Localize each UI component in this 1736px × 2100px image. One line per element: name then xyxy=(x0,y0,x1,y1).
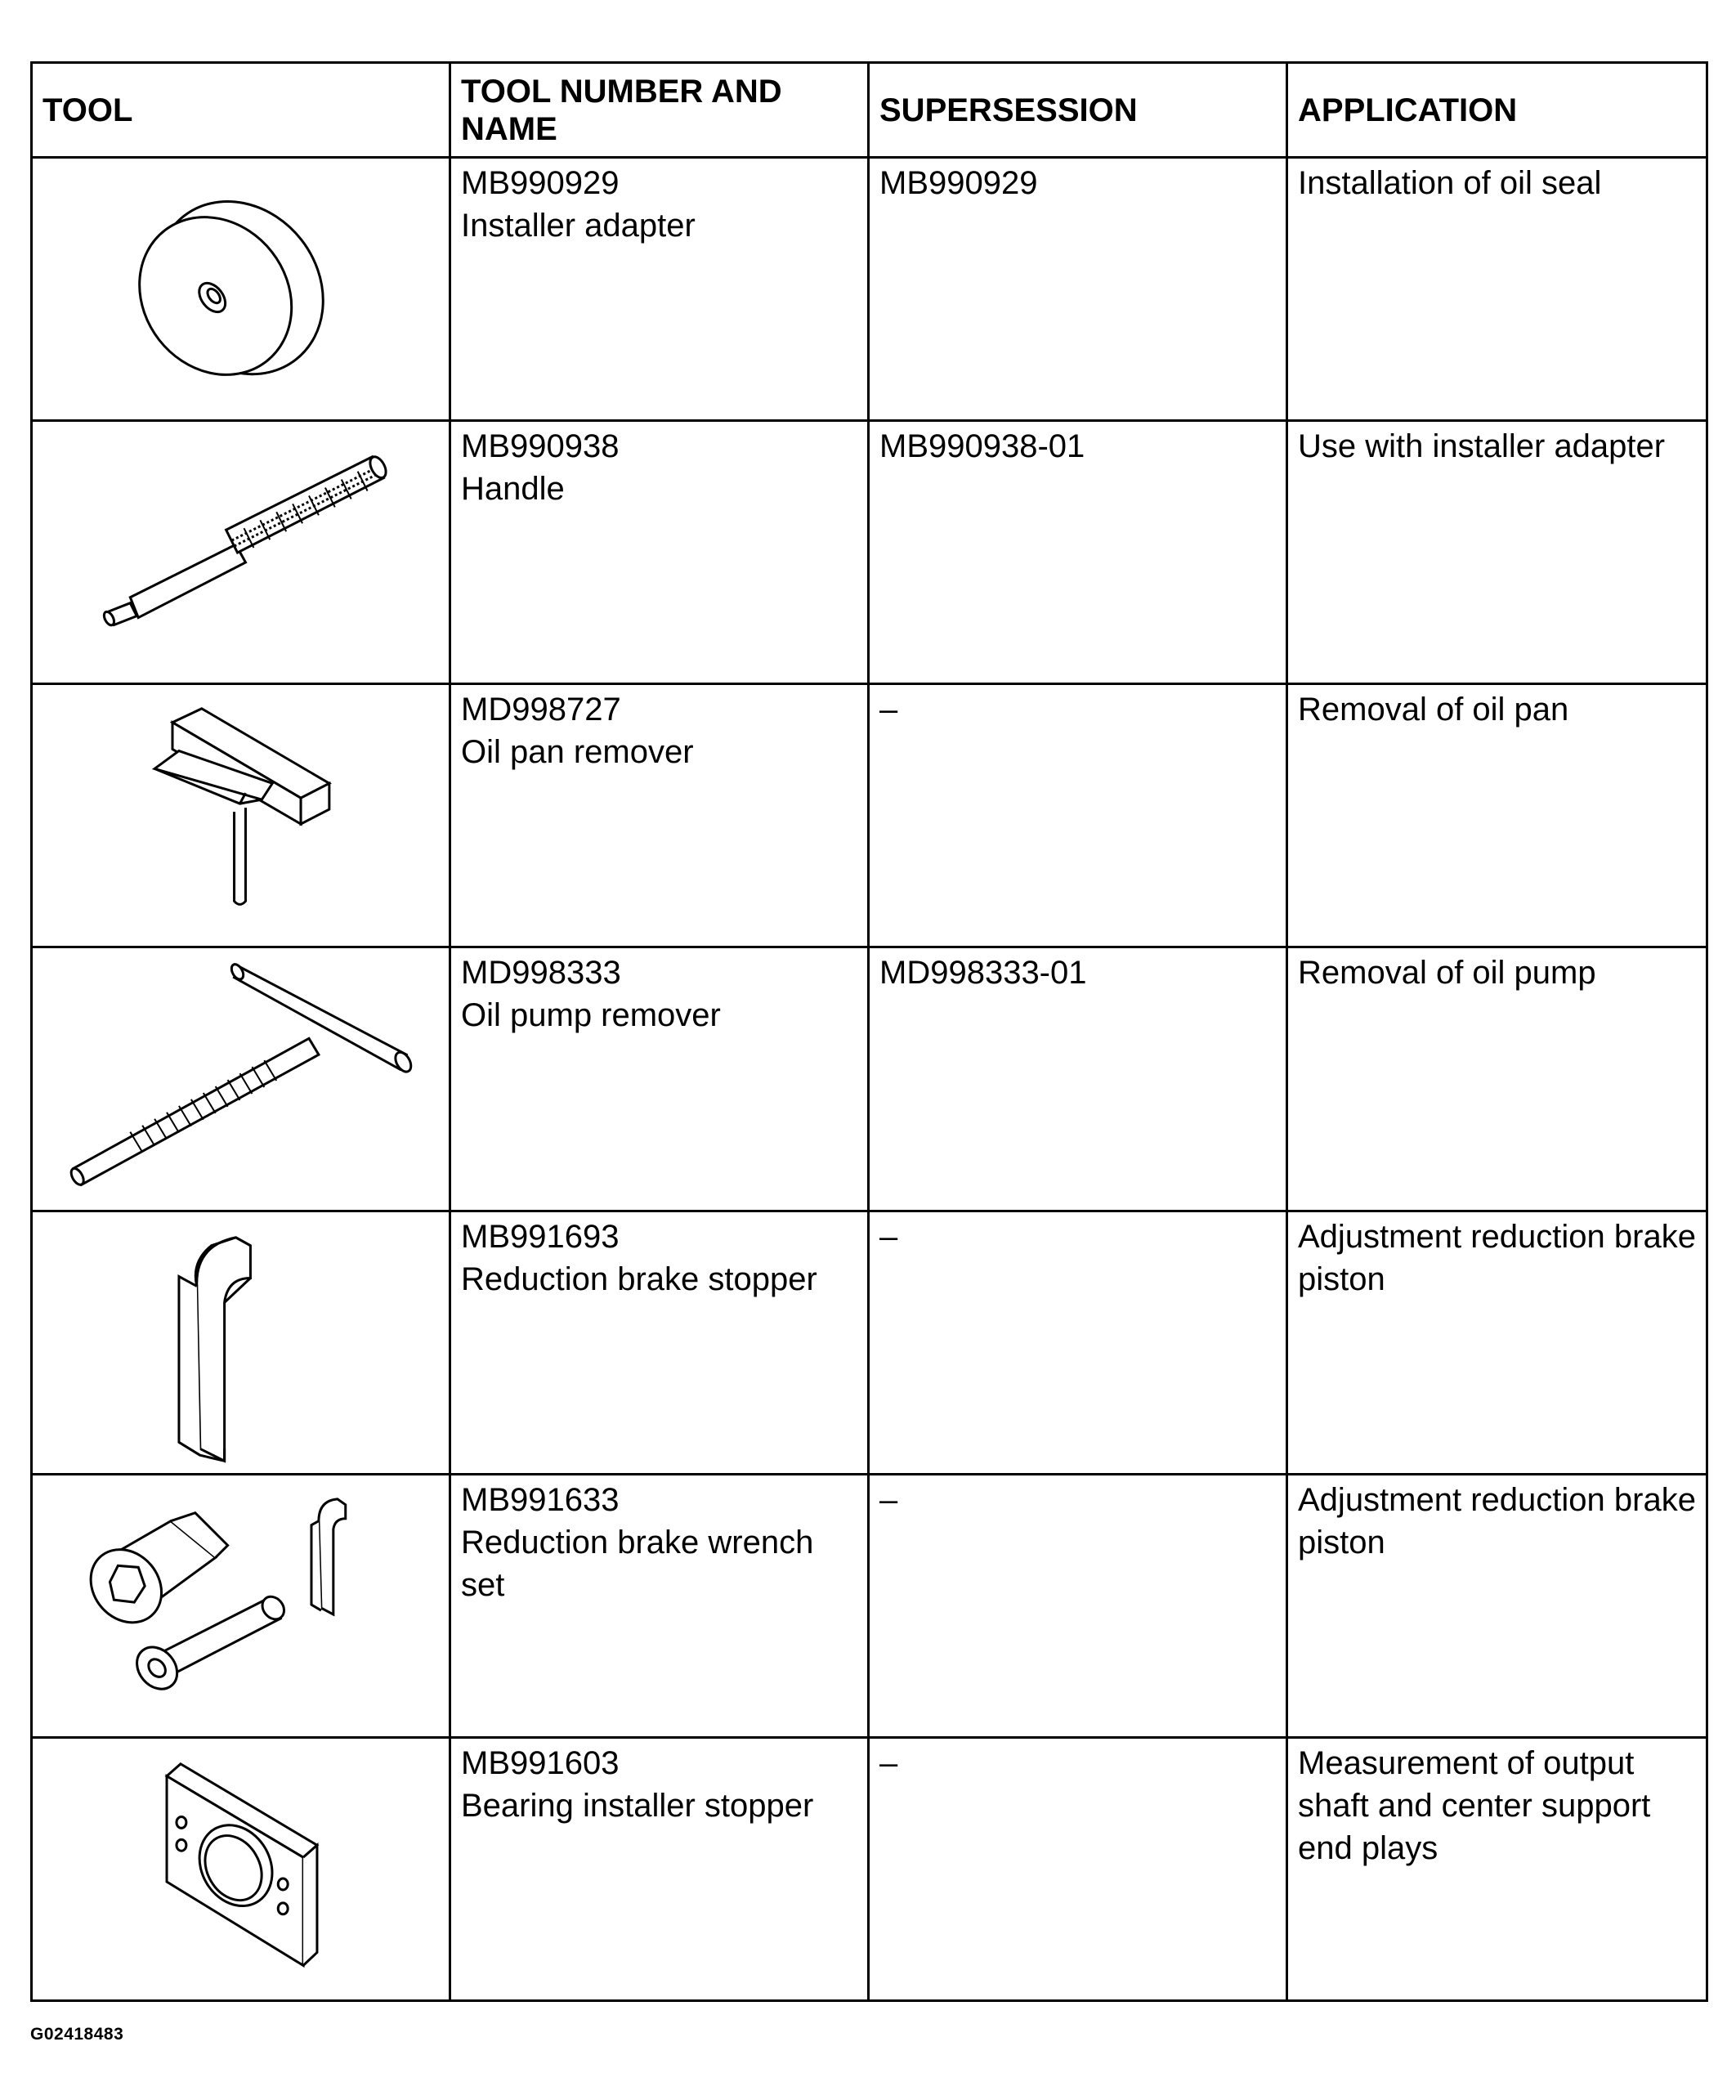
bearing-installer-stopper-icon xyxy=(32,1737,450,2000)
supersession-cell: – xyxy=(869,1474,1287,1737)
tool-number: MB990929 xyxy=(461,165,620,202)
oil-pan-remover-icon xyxy=(32,684,450,947)
supersession-cell: MD998333-01 xyxy=(869,947,1287,1211)
tool-number-name-cell xyxy=(450,947,869,1211)
wrench-set-icon xyxy=(32,1474,450,1737)
header-row xyxy=(32,63,1707,158)
application-cell: Adjustment reduction brake piston xyxy=(1287,1474,1707,1737)
application-cell: Removal of oil pan xyxy=(1287,684,1707,947)
tool-name: Installer adapter xyxy=(461,208,696,244)
special-tools-table xyxy=(30,61,1708,2002)
table-row xyxy=(32,1737,1707,2000)
tool-name: Reduction brake stopper xyxy=(461,1260,817,1297)
application-cell: Measurement of output shaft and center support end plays xyxy=(1287,1737,1707,2000)
application-cell: Installation of oil seal xyxy=(1287,158,1707,421)
tool-name: Oil pan remover xyxy=(461,734,694,771)
oil-pump-remover-icon xyxy=(32,947,450,1211)
tool-number: MD998727 xyxy=(461,692,621,728)
tool-number: MB990938 xyxy=(461,428,620,465)
supersession-cell: – xyxy=(869,1737,1287,2000)
figure-code: G02418483 xyxy=(30,2025,124,2044)
tool-number-name-cell xyxy=(450,1474,869,1737)
tool-name: Handle xyxy=(461,471,565,508)
supersession-cell: MB990938-01 xyxy=(869,421,1287,684)
application-cell: Removal of oil pump xyxy=(1287,947,1707,1211)
supersession-cell: – xyxy=(869,1211,1287,1474)
table-row xyxy=(32,1211,1707,1474)
tool-name: Reduction brake wrench set xyxy=(461,1524,814,1603)
tool-number: MB991633 xyxy=(461,1481,620,1518)
header-supersession: SUPERSESSION xyxy=(869,63,1287,158)
tool-name: Oil pump remover xyxy=(461,997,721,1034)
application-cell: Use with installer adapter xyxy=(1287,421,1707,684)
table-row xyxy=(32,1474,1707,1737)
tool-number-name-cell xyxy=(450,1737,869,2000)
reduction-brake-stopper-icon xyxy=(32,1211,450,1474)
header-application: APPLICATION xyxy=(1287,63,1707,158)
table-row xyxy=(32,947,1707,1211)
table-row xyxy=(32,684,1707,947)
tool-number-name-cell xyxy=(450,1211,869,1474)
tool-number-name-cell xyxy=(450,421,869,684)
installer-adapter-icon xyxy=(32,158,450,421)
tool-number: MB991693 xyxy=(461,1218,620,1255)
application-cell: Adjustment reduction brake piston xyxy=(1287,1211,1707,1474)
header-tool: TOOL xyxy=(32,63,450,158)
header-tool-number-and-name: TOOL NUMBER AND NAME xyxy=(450,63,869,158)
table-row xyxy=(32,421,1707,684)
tool-number: MB991603 xyxy=(461,1744,620,1781)
tool-name: Bearing installer stopper xyxy=(461,1787,814,1824)
table-row xyxy=(32,158,1707,421)
tool-number-name-cell xyxy=(450,158,869,421)
tool-number: MD998333 xyxy=(461,955,621,992)
supersession-cell: – xyxy=(869,684,1287,947)
tool-number-name-cell xyxy=(450,684,869,947)
handle-icon xyxy=(32,421,450,684)
supersession-cell: MB990929 xyxy=(869,158,1287,421)
